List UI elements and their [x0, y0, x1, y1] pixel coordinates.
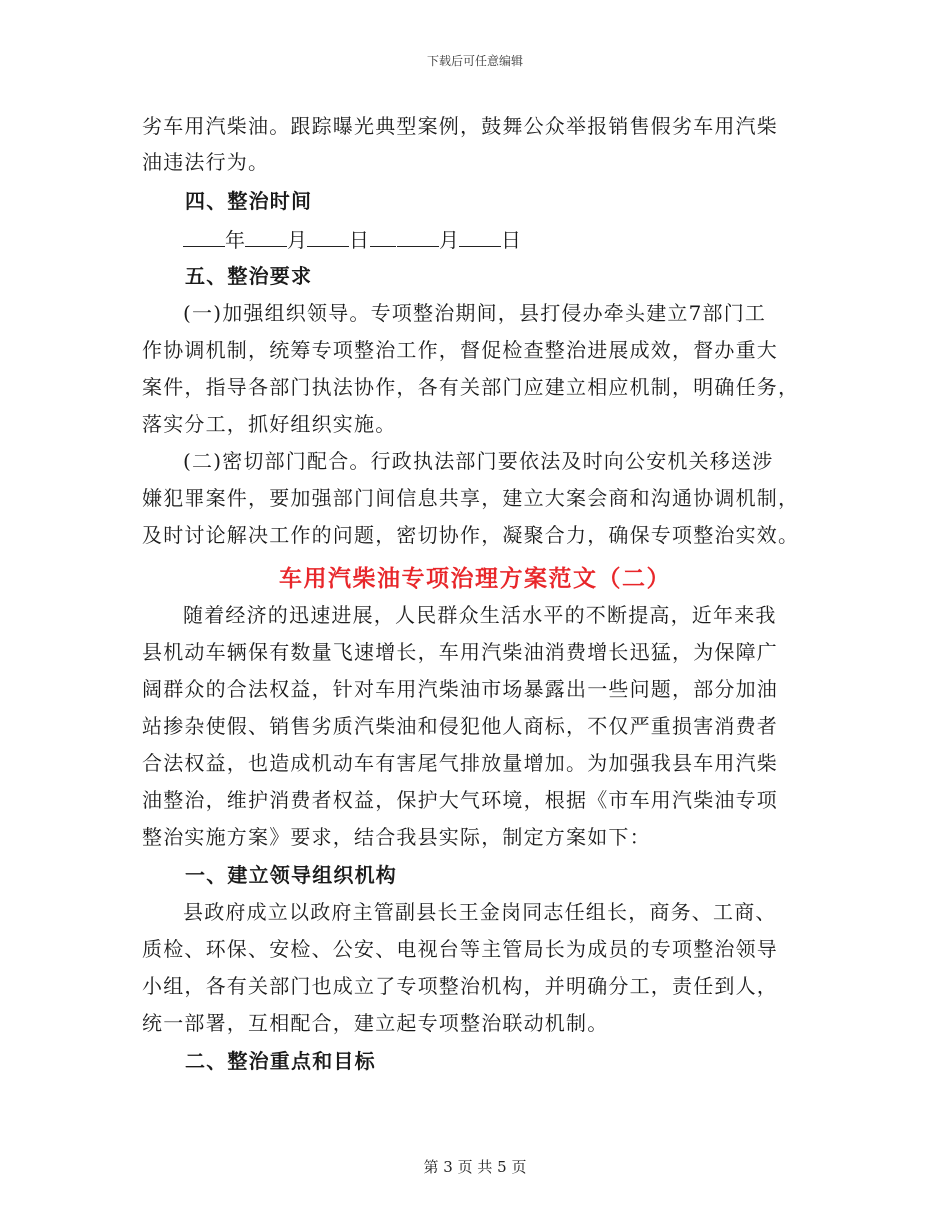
body-line: (一)加强组织领导。专项整治期间，县打侵办牵头建立7部门工 [183, 301, 767, 325]
range-dash [370, 234, 396, 247]
body-line: 质检、环保、安检、公安、电视台等主管局长为成员的专项整治领导 [142, 937, 778, 961]
body-line: 油整治，维护消费者权益，保护大气环境，根据《市车用汽柴油专项 [142, 788, 778, 812]
body-line: 随着经济的迅速进展，人民群众生活水平的不断提高，近年来我 [183, 603, 777, 627]
body-line: 作协调机制，统筹专项整治工作，督促检查整治进展成效，督办重大 [142, 338, 778, 362]
body-line: 站掺杂使假、销售劣质汽柴油和侵犯他人商标，不仅严重损害消费者 [142, 714, 778, 738]
body-line: 小组，各有关部门也成立了专项整治机构，并明确分工，责任到人， [142, 974, 778, 998]
document-title: 车用汽柴油专项治理方案范文（二） [279, 565, 671, 592]
page-number: 第 3 页 共 5 页 [423, 1158, 527, 1176]
blank-underline [459, 226, 501, 247]
date-month-label: 月 [287, 228, 307, 252]
blank-underline [183, 226, 225, 247]
body-line: 合法权益，也造成机动车有害尾气排放量增加。为加强我县车用汽柴 [142, 751, 778, 775]
body-line: 整治实施方案》要求，结合我县实际，制定方案如下： [142, 825, 651, 849]
body-line: 及时讨论解决工作的问题，密切协作，凝聚合力，确保专项整治实效。 [142, 523, 800, 547]
blank-underline [307, 226, 349, 247]
body-line: 统一部署，互相配合，建立起专项整治联动机制。 [142, 1011, 609, 1035]
body-line: 落实分工，抓好组织实施。 [142, 412, 397, 436]
body-line: 案件，指导各部门执法协作，各有关部门应建立相应机制，明确任务， [142, 375, 800, 399]
body-line: (二)密切部门配合。行政执法部门要依法及时向公安机关移送涉 [183, 449, 774, 473]
date-month2-label: 月 [439, 228, 459, 252]
section-heading-2: 二、整治重点和目标 [185, 1049, 376, 1073]
body-line: 县机动车辆保有数量飞速增长，车用汽柴油消费增长迅猛，为保障广 [142, 640, 778, 664]
body-line: 油违法行为。 [142, 150, 270, 174]
body-line: 阔群众的合法权益，针对车用汽柴油市场暴露出一些问题，部分加油 [142, 677, 778, 701]
section-heading-1: 一、建立领导组织机构 [185, 863, 397, 887]
section-heading-4: 四、整治时间 [185, 189, 313, 213]
body-line: 县政府成立以政府主管副县长王金岗同志任组长，商务、工商、 [183, 900, 777, 924]
body-line: 劣车用汽柴油。跟踪曝光典型案例，鼓舞公众举报销售假劣车用汽柴 [142, 114, 778, 138]
date-year-label: 年 [225, 228, 245, 252]
date-day2-label: 日 [501, 228, 521, 252]
date-day-label: 日 [349, 228, 369, 252]
blank-underline [397, 226, 439, 247]
section-heading-5: 五、整治要求 [185, 264, 313, 288]
date-fill-line [183, 226, 521, 254]
page-header: 下载后可任意编辑 [426, 54, 523, 68]
body-line: 嫌犯罪案件，要加强部门间信息共享，建立大案会商和沟通协调机制， [142, 486, 800, 510]
blank-underline [245, 226, 287, 247]
